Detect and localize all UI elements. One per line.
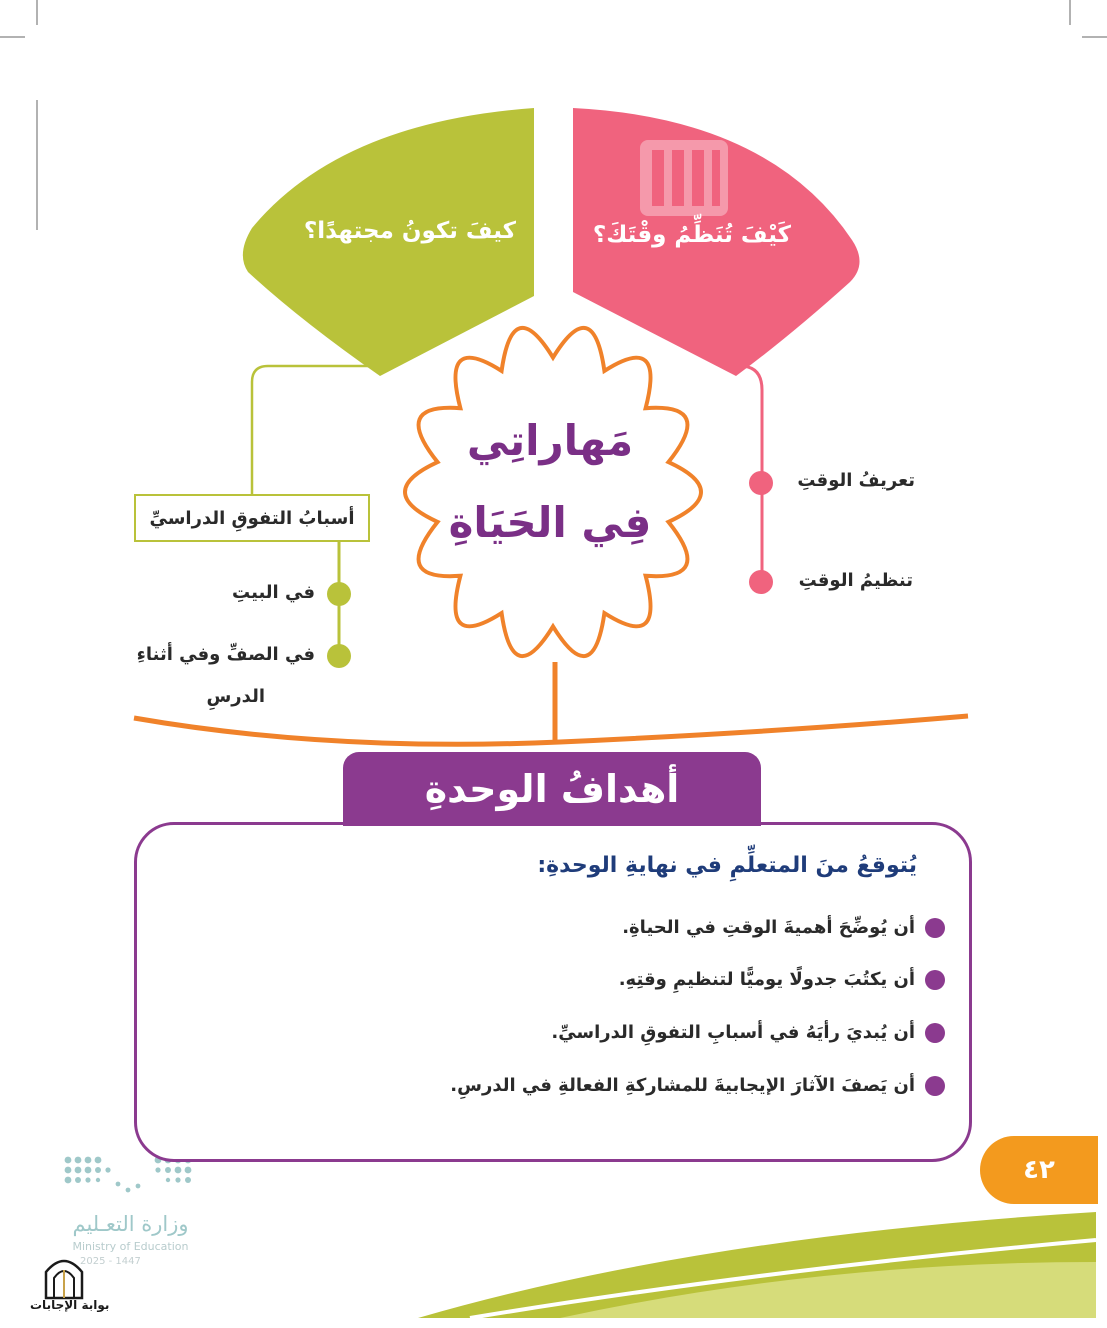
- goal-text: أن يكتُبَ جدولًا يوميًّا لتنظيمِ وقتِهِ.: [618, 969, 915, 990]
- unit-goals-intro: يُتوقعُ منَ المتعلِّمِ في نهايةِ الوحدةِ:: [537, 853, 917, 878]
- green-branch-heading: أسبابُ التفوقِ الدراسيِّ: [134, 494, 370, 542]
- goal-text: أن يَصفَ الآثارَ الإيجابيةَ للمشاركةِ الفعالةِ في الدرسِ.: [450, 1075, 915, 1096]
- center-flower: [405, 328, 701, 656]
- center-title-line2: فِي الحَيَاةِ: [448, 498, 652, 547]
- goal-item: [450, 1075, 945, 1096]
- unit-goals-banner: أهدافُ الوحدةِ: [343, 752, 761, 826]
- ministry-name-english: Ministry of Education: [72, 1240, 189, 1253]
- goal-bullet-dot: [925, 918, 945, 938]
- green-branch-item-classroom: في الصفِّ وفي أثناءِ: [136, 644, 315, 665]
- pink-branch-item-time-definition: تعريفُ الوقتِ: [797, 470, 915, 491]
- goal-text: أن يُبديَ رأيَهُ في أسبابِ التفوقِ الدراسيِّ.: [551, 1022, 915, 1043]
- green-bullet-dot: [327, 582, 351, 606]
- goal-bullet-dot: [925, 1023, 945, 1043]
- pink-bullet-dot: [749, 471, 773, 495]
- pink-petal-question: كَيْفَ تُنَظِّمُ وقْتَكَ؟: [592, 222, 792, 248]
- goal-bullet-dot: [925, 1076, 945, 1096]
- goal-item: [619, 969, 945, 990]
- green-bullet-dot: [327, 644, 351, 668]
- pink-bullet-dot: [749, 570, 773, 594]
- crop-marks: [0, 0, 1107, 230]
- unit-goals-box: [134, 822, 972, 1162]
- center-title-line1: مَهاراتِي: [466, 416, 634, 465]
- pink-branch-item-time-organization: تنظيمُ الوقتِ: [798, 570, 913, 591]
- ground-curve: [134, 716, 968, 744]
- goal-item: [622, 917, 945, 938]
- ministry-name-arabic: وزارة التعـليم: [72, 1212, 189, 1236]
- goal-text: أن يُوضِّحَ أهميةَ الوقتِ في الحياةِ.: [622, 917, 915, 938]
- page-number: ٤٢: [980, 1136, 1098, 1204]
- portal-logo-icon: [46, 1261, 82, 1298]
- ministry-year: 2025 - 1447: [80, 1256, 141, 1267]
- goal-bullet-dot: [925, 970, 945, 990]
- portal-label: بوابة الإجابات: [30, 1298, 110, 1312]
- green-connector-line: [252, 366, 370, 494]
- green-petal-question: كيفَ تكونُ مجتهدًا؟: [303, 218, 517, 244]
- green-branch-item-home: في البيتِ: [232, 582, 315, 603]
- goal-item: [551, 1022, 945, 1043]
- watermark-logo: [640, 140, 728, 216]
- green-branch-item-lesson: الدرسِ: [206, 686, 265, 707]
